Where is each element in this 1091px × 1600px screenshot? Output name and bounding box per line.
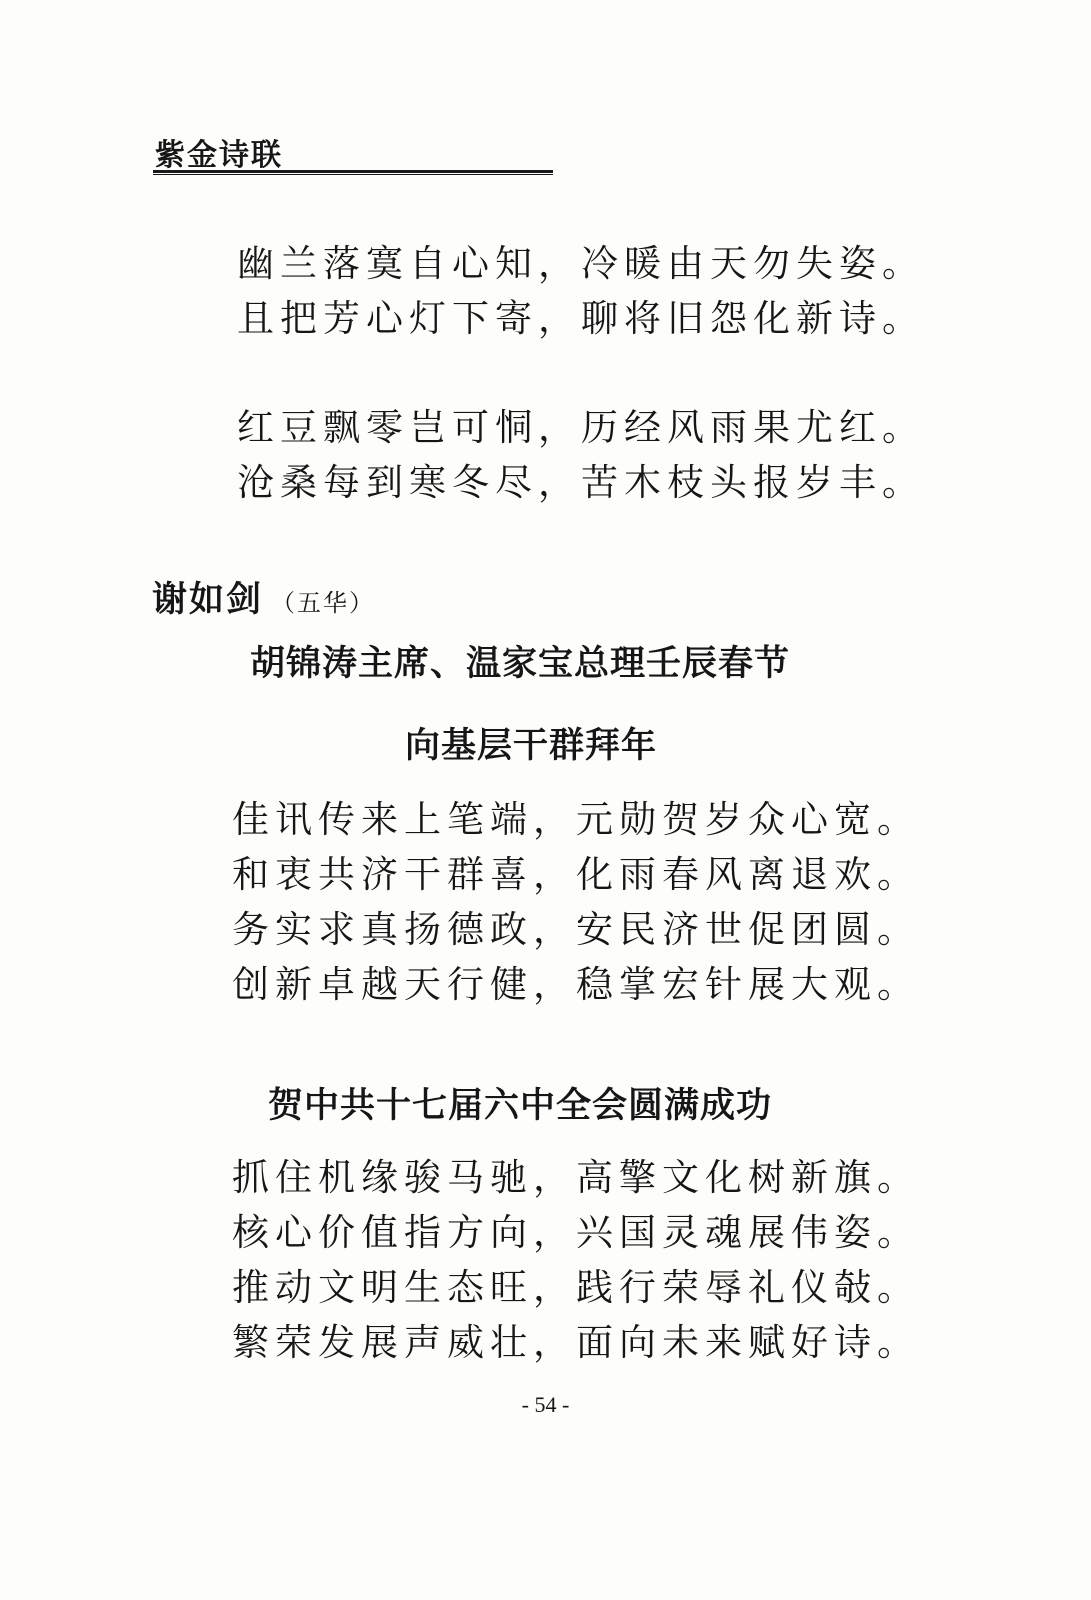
- verse-line: 沧桑每到寒冬尽，苦木枝头报岁丰。: [237, 461, 925, 504]
- verse-line: 务实求真扬德政，安民济世促团圆。: [232, 908, 920, 951]
- poem-title-1-line-1: 胡锦涛主席、温家宝总理壬辰春节: [250, 644, 791, 684]
- running-header-title: 紫金诗联: [155, 138, 283, 173]
- page-number: - 54 -: [521, 1392, 570, 1417]
- author-name: 谢如剑: [152, 579, 264, 620]
- poem-title-1-line-2: 向基层干群拜年: [405, 726, 658, 766]
- verse-line: 且把芳心灯下寄，聊将旧怨化新诗。: [237, 297, 925, 340]
- stanza-2: [237, 400, 925, 510]
- verse-line: 抓住机缘骏马驰，高擎文化树新旗。: [232, 1156, 920, 1199]
- poem-1-body: [232, 792, 920, 1012]
- verse-line: 核心价值指方向，兴国灵魂展伟姿。: [232, 1211, 920, 1254]
- verse-line: 佳讯传来上笔端，元勋贺岁众心宽。: [232, 798, 920, 841]
- poem-2-body: [232, 1150, 920, 1370]
- author-place: （五华）: [271, 589, 376, 617]
- verse-line: 创新卓越天行健，稳掌宏针展大观。: [232, 963, 920, 1006]
- verse-line: 和衷共济干群喜，化雨春风离退欢。: [232, 853, 920, 896]
- poem-title-2: 贺中共十七届六中全会圆满成功: [268, 1086, 773, 1126]
- verse-line: 繁荣发展声威壮，面向未来赋好诗。: [232, 1321, 920, 1364]
- verse-line: 推动文明生态旺，践行荣辱礼仪敧。: [232, 1266, 920, 1309]
- verse-line: 幽兰落寞自心知，冷暖由天勿失姿。: [237, 242, 925, 285]
- header-rule: [153, 170, 553, 175]
- stanza-1: [237, 236, 925, 346]
- verse-line: 红豆飘零岂可恫，历经风雨果尤红。: [237, 406, 925, 449]
- author-credit: [152, 572, 375, 622]
